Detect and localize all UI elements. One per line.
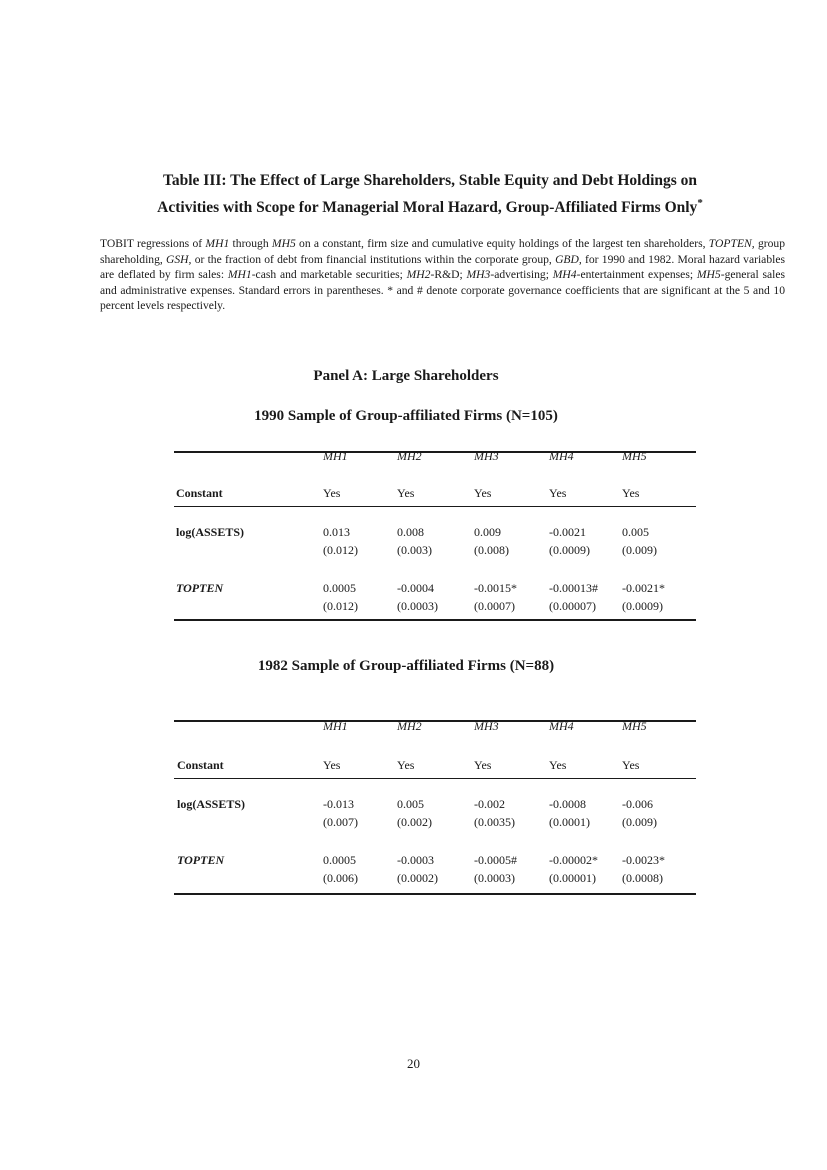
standard-error-cell: (0.0009) (622, 599, 663, 613)
standard-error-cell: (0.0001) (549, 815, 590, 829)
column-header: MH1 (323, 719, 348, 733)
table-header-rule (174, 506, 696, 507)
caption-variable: MH1 (227, 268, 252, 282)
coefficient-cell: 0.013 (323, 525, 350, 539)
standard-error-cell: (0.009) (622, 543, 657, 557)
column-header: MH2 (397, 449, 422, 463)
table-caption (100, 236, 785, 314)
coefficient-cell: Yes (474, 758, 492, 772)
column-header: MH2 (397, 719, 422, 733)
coefficient-cell: 0.008 (397, 525, 424, 539)
standard-error-cell: (0.006) (323, 871, 358, 885)
caption-variable: MH3 (466, 268, 491, 282)
standard-error-cell: (0.0002) (397, 871, 438, 885)
standard-error-cell: (0.012) (323, 599, 358, 613)
table-header-rule (174, 778, 696, 779)
table-top-rule (174, 451, 696, 453)
table-top-rule (174, 720, 696, 722)
coefficient-cell: Yes (397, 486, 415, 500)
coefficient-cell: -0.0023* (622, 853, 665, 867)
row-label: Constant (176, 486, 223, 500)
coefficient-cell: Yes (474, 486, 492, 500)
table-heading-1990: 1990 Sample of Group-affiliated Firms (N=105) (254, 408, 558, 424)
coefficient-cell: -0.0021 (549, 525, 586, 539)
caption-variable: GSH, (166, 252, 192, 266)
column-header: MH4 (549, 449, 574, 463)
caption-text: or the fraction of debt from financial institutions within the corporate group, (191, 252, 556, 266)
standard-error-cell: (0.0007) (474, 599, 515, 613)
caption-text: -general sales and administrative expenses. Standard errors in parentheses. * and # denote corporate governance coefficients that are significant at the 5 and 10 percent levels respectively. (100, 268, 786, 313)
coefficient-cell: -0.00013# (549, 581, 598, 595)
caption-variable: MH2 (406, 268, 431, 282)
table-title-text: Activities with Scope for Managerial Moral Hazard, Group-Affiliated Firms Only (157, 199, 698, 217)
caption-text: -advertising; (490, 268, 553, 282)
standard-error-cell: (0.0003) (397, 599, 438, 613)
coefficient-cell: Yes (549, 486, 567, 500)
caption-variable: TOPTEN, (708, 237, 755, 250)
standard-error-cell: (0.0003) (474, 871, 515, 885)
coefficient-cell: -0.00002* (549, 853, 598, 867)
standard-error-cell: (0.007) (323, 815, 358, 829)
table-bottom-rule (174, 893, 696, 895)
row-label: log(ASSETS) (177, 797, 246, 811)
caption-text: -R&D; (430, 268, 467, 282)
standard-error-cell: (0.00001) (549, 871, 596, 885)
caption-text: -cash and marketable securities; (251, 268, 407, 282)
standard-error-cell: (0.00007) (549, 599, 596, 613)
caption-variable: MH5 (271, 237, 296, 250)
coefficient-cell: 0.005 (622, 525, 649, 539)
standard-error-cell: (0.009) (622, 815, 657, 829)
coefficient-cell: 0.009 (474, 525, 501, 539)
table-title-line-2 (100, 197, 760, 217)
coefficient-cell: Yes (622, 486, 640, 500)
coefficient-cell: -0.0003 (397, 853, 434, 867)
row-label: Constant (177, 758, 224, 772)
coefficient-cell: -0.013 (323, 797, 354, 811)
coefficient-cell: -0.0021* (622, 581, 665, 595)
column-header: MH5 (622, 449, 647, 463)
coefficient-cell: Yes (323, 486, 341, 500)
footnote-mark: * (697, 197, 703, 209)
standard-error-cell: (0.0035) (474, 815, 515, 829)
row-label: TOPTEN (176, 581, 224, 595)
caption-variable: MH5 (696, 268, 721, 282)
row-label: TOPTEN (177, 853, 225, 867)
coefficient-cell: -0.006 (622, 797, 653, 811)
table-title-line-1: Table III: The Effect of Large Shareholders, Stable Equity and Debt Holdings on (162, 172, 698, 189)
coefficient-cell: 0.0005 (323, 853, 356, 867)
column-header: MH1 (323, 449, 348, 463)
caption-text: through (229, 237, 272, 250)
standard-error-cell: (0.008) (474, 543, 509, 557)
page-number: 20 (407, 1056, 420, 1071)
standard-error-cell: (0.0008) (622, 871, 663, 885)
coefficient-cell: Yes (622, 758, 640, 772)
standard-error-cell: (0.002) (397, 815, 432, 829)
table-heading-1982: 1982 Sample of Group-affiliated Firms (N=88) (257, 658, 555, 674)
column-header: MH5 (622, 719, 647, 733)
column-header: MH3 (474, 449, 499, 463)
caption-text: group shareholding, (100, 237, 786, 266)
coefficient-cell: -0.0015* (474, 581, 517, 595)
coefficient-cell: -0.002 (474, 797, 505, 811)
table-bottom-rule (174, 619, 696, 621)
coefficient-cell: -0.0005# (474, 853, 517, 867)
coefficient-cell: Yes (549, 758, 567, 772)
coefficient-cell: 0.0005 (323, 581, 356, 595)
panel-title: Panel A: Large Shareholders (313, 368, 499, 384)
caption-variable: GBD, (555, 252, 582, 266)
column-header: MH3 (474, 719, 499, 733)
standard-error-cell: (0.003) (397, 543, 432, 557)
caption-text: for 1990 and 1982. Moral hazard variables are deflated by firm sales: (100, 252, 785, 282)
caption-variable: MH1 (205, 237, 230, 250)
standard-error-cell: (0.012) (323, 543, 358, 557)
caption-variable: MH4 (552, 268, 577, 282)
coefficient-cell: -0.0004 (397, 581, 434, 595)
coefficient-cell: Yes (323, 758, 341, 772)
column-header: MH4 (549, 719, 574, 733)
standard-error-cell: (0.0009) (549, 543, 590, 557)
coefficient-cell: 0.005 (397, 797, 424, 811)
coefficient-cell: -0.0008 (549, 797, 586, 811)
caption-text: on a constant, firm size and cumulative equity holdings of the largest ten shareholders, (295, 237, 709, 250)
coefficient-cell: Yes (397, 758, 415, 772)
row-label: log(ASSETS) (176, 525, 245, 539)
caption-text: TOBIT regressions of (100, 237, 206, 250)
caption-text: -entertainment expenses; (576, 268, 697, 282)
